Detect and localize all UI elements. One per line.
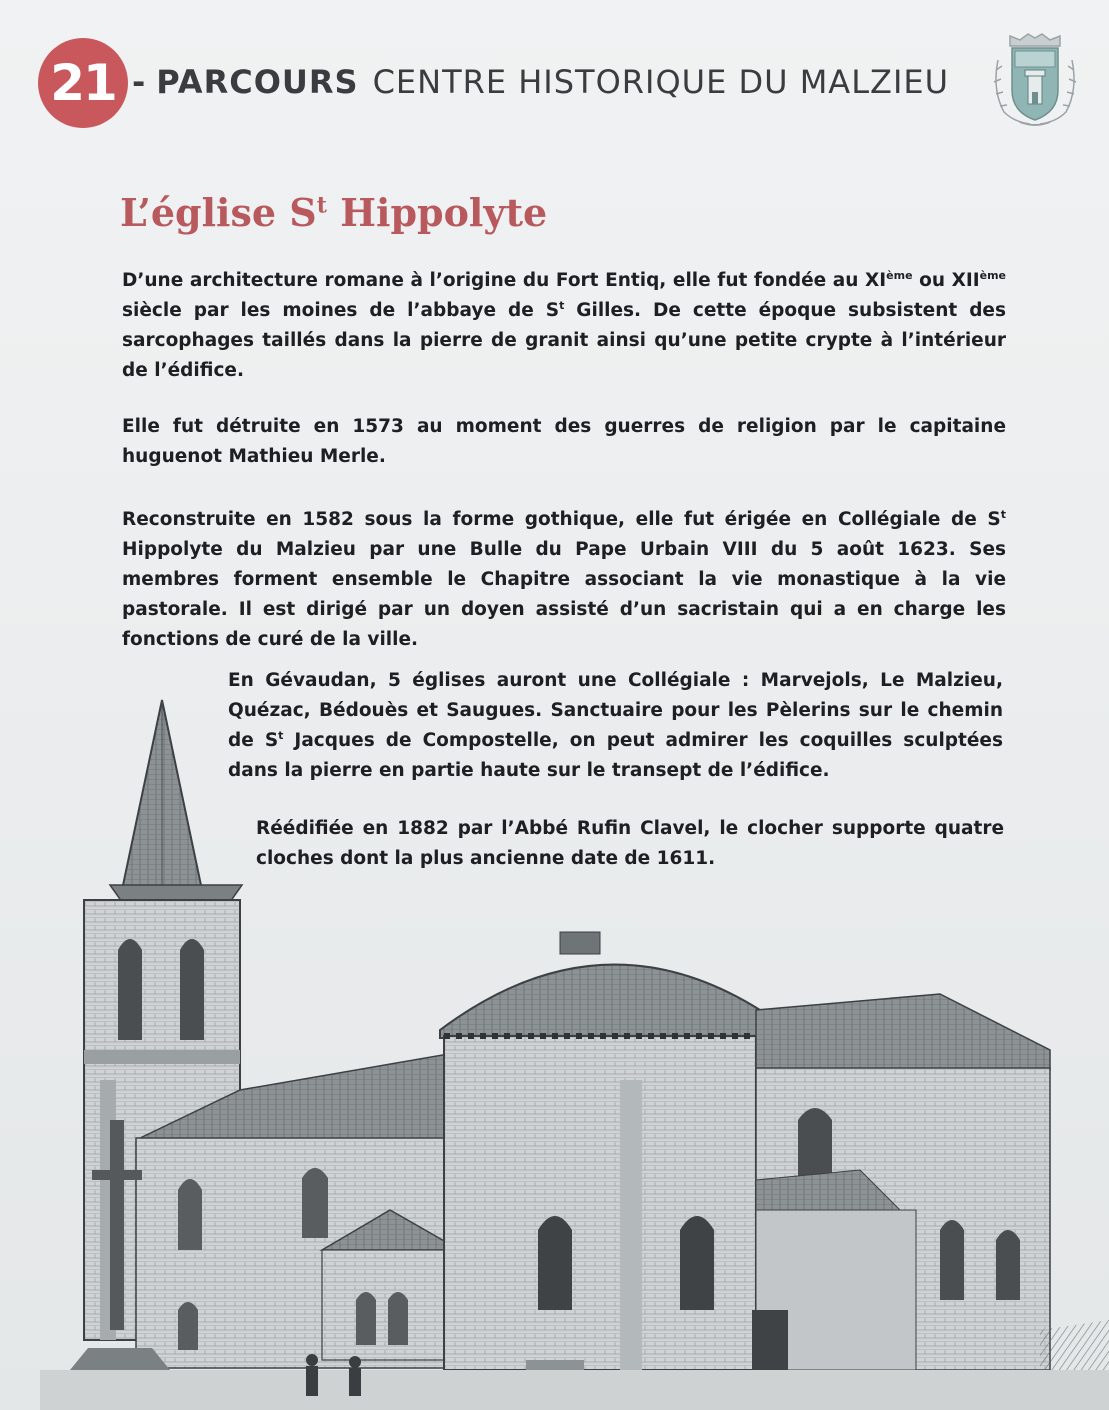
title-superscript: t [316, 192, 327, 219]
title-prefix: L’église S [120, 190, 317, 235]
church-engraving-image [40, 670, 1109, 1410]
header-route-name: CENTRE HISTORIQUE DU MALZIEU [372, 63, 950, 101]
superscript: t [1000, 507, 1006, 521]
route-header [132, 58, 992, 106]
text-segment: Jacques de Compostelle, on peut admirer les coquilles sculptées dans la pierre en partie haute sur le transept de l’édifice. [228, 730, 1003, 781]
header-separator: - [132, 63, 147, 101]
superscript: ème [979, 268, 1006, 282]
text-segment: Reconstruite en 1582 sous la forme gothique, elle fut érigée en Collégiale de S [122, 509, 1001, 530]
header-route-label: PARCOURS [156, 63, 359, 101]
paragraph-bell-tower: Réédifiée en 1882 par l’Abbé Rufin Clavel, le clocher supporte quatre cloches dont la plus ancienne date de 1611. [256, 818, 1004, 869]
text-segment: siècle par les moines de l’abbaye de S [122, 300, 560, 321]
paragraph-reconstruction [122, 505, 1006, 655]
title-suffix: Hippolyte [326, 190, 548, 235]
page-title [120, 190, 547, 235]
superscript: ème [886, 268, 913, 282]
text-segment: ou XII [912, 270, 980, 291]
stop-number-badge: 21 [38, 38, 128, 128]
text-segment: En Gévaudan, 5 églises auront une Collégiale : Marvejols, Le Malzieu, Quézac, Bédouès et Saugues. Sanctuaire pour les Pèlerins sur le chemin de S [228, 670, 1003, 751]
paragraph-origins [122, 266, 1006, 386]
town-crest-icon [990, 30, 1080, 128]
text-segment: Hippolyte du Malzieu par une Bulle du Pape Urbain VIII du 5 août 1623. Ses membres forment ensemble le Chapitre associant la vie monastique à la vie pastorale. Il est dirigé par un doyen assisté d’un sacristain qui a en charge les fonctions de curé de la ville. [122, 539, 1006, 650]
superscript: t [278, 728, 284, 742]
text-segment: Gilles. De cette époque subsistent des sarcophages taillés dans la pierre de granit ainsi qu’une petite crypte à l’intérieur de l’édifice. [122, 300, 1006, 381]
paragraph-destruction: Elle fut détruite en 1573 au moment des guerres de religion par le capitaine huguenot Mathieu Merle. [122, 416, 1006, 467]
text-segment: D’une architecture romane à l’origine du Fort Entiq, elle fut fondée au XI [122, 270, 887, 291]
superscript: t [559, 298, 565, 312]
